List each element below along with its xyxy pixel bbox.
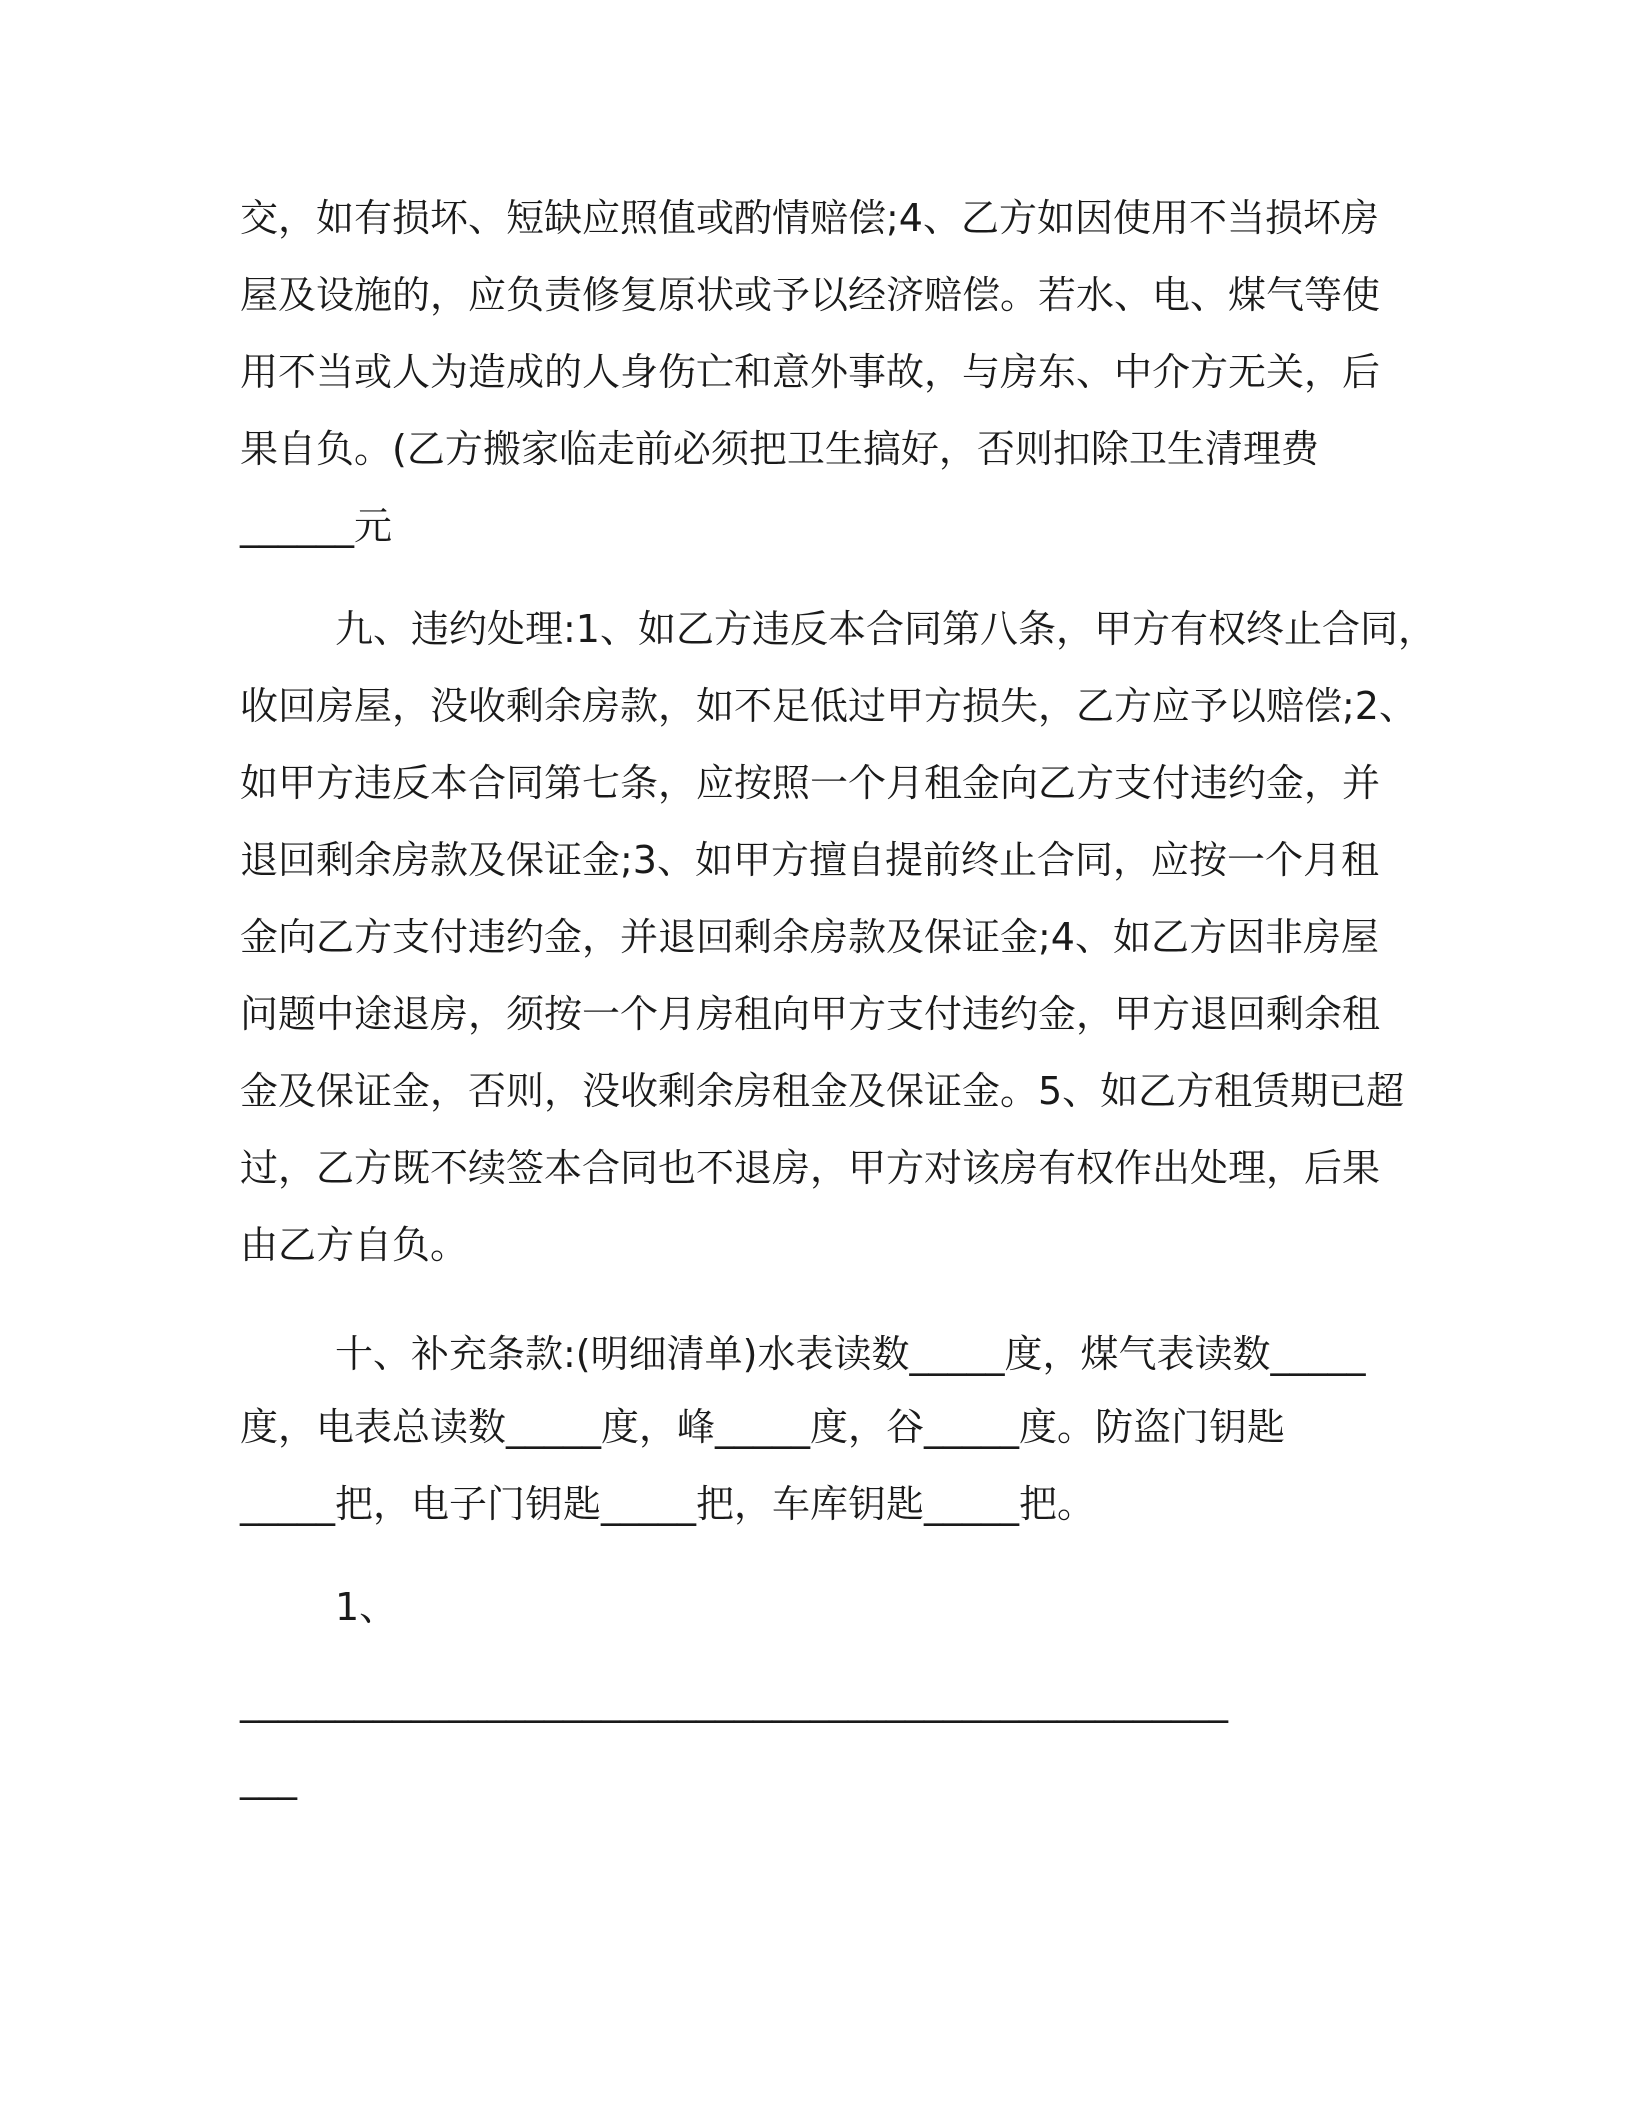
section-ten-heading-line: 十、补充条款:(明细清单)水表读数_____度，煤气表读数_____ bbox=[335, 1332, 1366, 1376]
text-line: 度，电表总读数_____度，峰_____度，谷_____度。防盗门钥匙 bbox=[240, 1405, 1286, 1449]
text-line: 果自负。(乙方搬家临走前必须把卫生搞好，否则扣除卫生清理费 bbox=[240, 427, 1319, 471]
text-line: 用不当或人为造成的人身伤亡和意外事故，与房东、中介方无关，后 bbox=[240, 350, 1381, 394]
text-line: 收回房屋，没收剩余房款，如不足低过甲方损失，乙方应予以赔偿;2、 bbox=[240, 684, 1417, 728]
text-line: 过，乙方既不续签本合同也不退房，甲方对该房有权作出处理，后果 bbox=[240, 1146, 1381, 1190]
text-line: 由乙方自负。 bbox=[240, 1223, 469, 1267]
text-line: 如甲方违反本合同第七条，应按照一个月租金向乙方支付违约金，并 bbox=[240, 761, 1381, 805]
text-line: 金向乙方支付违约金，并退回剩余房款及保证金;4、如乙方因非房屋 bbox=[240, 915, 1379, 959]
section-nine-heading-line: 九、违约处理:1、如乙方违反本合同第八条，甲方有权终止合同， bbox=[335, 607, 1436, 651]
text-line: 退回剩余房款及保证金;3、如甲方擅自提前终止合同，应按一个月租 bbox=[240, 838, 1379, 882]
text-line: 屋及设施的，应负责修复原状或予以经济赔偿。若水、电、煤气等使 bbox=[240, 273, 1381, 317]
blank-fill-line: ____________________________________________________ bbox=[240, 1679, 1228, 1723]
text-line: 问题中途退房，须按一个月房租向甲方支付违约金，甲方退回剩余租 bbox=[240, 992, 1381, 1036]
text-line: 交，如有损坏、短缺应照值或酌情赔偿;4、乙方如因使用不当损坏房 bbox=[240, 196, 1379, 240]
list-item-number: 1、 bbox=[335, 1585, 398, 1629]
text-line: _____把，电子门钥匙_____把，车库钥匙_____把。 bbox=[240, 1482, 1096, 1526]
blank-fill-line: ___ bbox=[240, 1756, 297, 1800]
text-line: 金及保证金，否则，没收剩余房租金及保证金。5、如乙方租赁期已超 bbox=[240, 1069, 1405, 1113]
text-line: ______元 bbox=[240, 504, 393, 548]
